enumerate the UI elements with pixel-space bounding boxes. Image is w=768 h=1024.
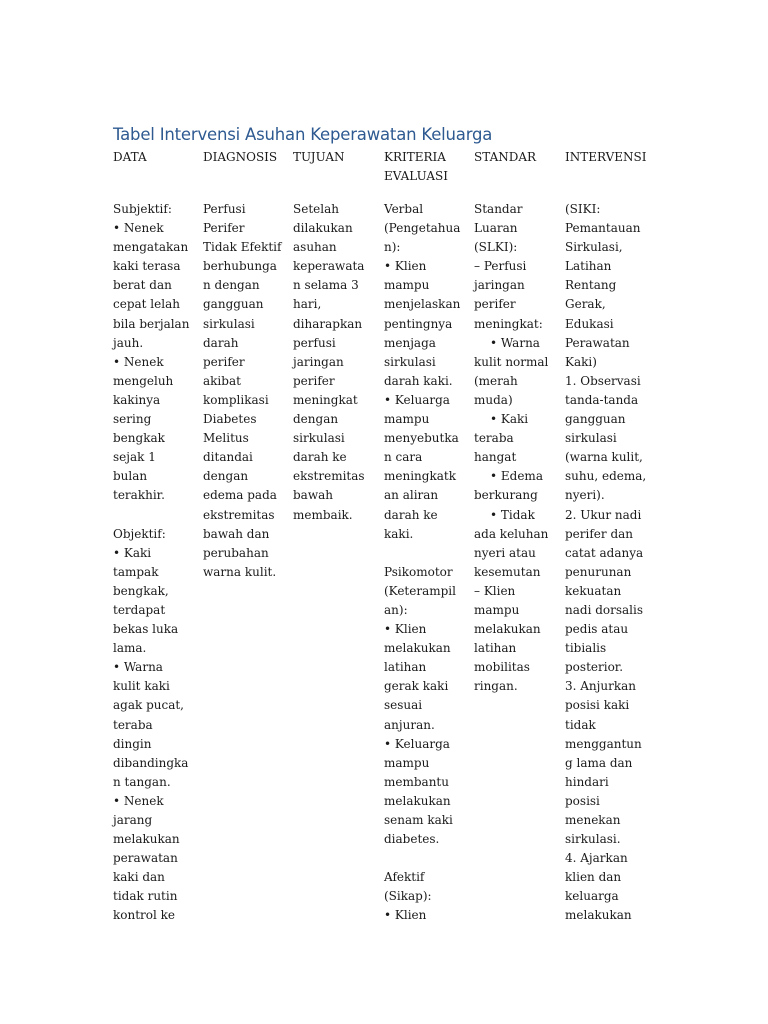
column-standar (474, 148, 560, 696)
cell-text-line: perubahan (203, 545, 269, 560)
cell-text-line: (warna kulit, (565, 450, 643, 465)
column-body (565, 200, 651, 926)
cell-text-line: keluarga (565, 889, 619, 904)
cell-text-line: Sirkulasi, (565, 240, 623, 255)
cell-text-line: n selama 3 (293, 278, 359, 293)
cell-text-line: jarang (113, 813, 153, 827)
cell-text-line: pedis atau (565, 622, 629, 637)
column-header (203, 148, 289, 200)
column-body (474, 200, 560, 696)
cell-text-line: jauh. (113, 335, 144, 350)
column-diagnosis (203, 148, 289, 582)
cell-text-line (384, 849, 470, 868)
cell-text-line: • Tidak (490, 507, 535, 522)
cell-text-line: mobilitas (474, 660, 530, 675)
cell-text-line: – Klien (474, 583, 516, 598)
column-header (565, 148, 651, 200)
cell-text-line: posisi kaki (565, 698, 630, 713)
cell-text-line: Verbal (384, 202, 424, 216)
column-header-line: INTERVENSI (565, 150, 647, 164)
cell-text-line (384, 544, 470, 563)
cell-text-line: kaki terasa (113, 259, 181, 274)
cell-text-line: kontrol ke (113, 908, 176, 923)
cell-text-line: berkurang (474, 488, 538, 503)
cell-text-line: meningkat (293, 392, 358, 407)
cell-text-line: hari, (293, 297, 322, 312)
cell-text-line: nyeri atau (474, 545, 536, 560)
cell-text-line: agak pucat, (113, 698, 184, 713)
cell-text-line: bawah (293, 488, 333, 503)
cell-text-line: sirkulasi (565, 431, 617, 446)
cell-text-line: kaki. (384, 526, 414, 541)
cell-text-line: edema pada (203, 488, 277, 503)
cell-text-line: menjaga (384, 335, 436, 350)
cell-text-line: muda) (474, 392, 513, 407)
cell-text-line: kaki dan (113, 870, 165, 885)
cell-text-line: bengkak, (113, 583, 169, 598)
cell-text-line: latihan (474, 641, 517, 656)
cell-text-line: Diabetes (203, 412, 257, 427)
cell-text-line: g lama dan (565, 755, 633, 770)
cell-text-line: (Pengetahua (384, 221, 461, 236)
cell-text-line: (Sikap): (384, 889, 432, 904)
cell-text-line: n tangan. (113, 774, 171, 789)
cell-text-line: darah ke (384, 507, 438, 522)
cell-text-line: (Keterampil (384, 583, 456, 598)
cell-text-line: perifer (293, 373, 335, 388)
cell-text-line: tidak (565, 717, 596, 732)
cell-text-line: Edukasi (565, 316, 614, 331)
cell-text-line: ada keluhan (474, 526, 549, 541)
column-data (113, 148, 199, 926)
cell-text-line: melakukan (384, 641, 451, 656)
cell-text-line: bulan (113, 469, 148, 484)
cell-text-line: melakukan (565, 908, 632, 923)
column-header-line: STANDAR (474, 150, 537, 164)
cell-text-line: jaringan (293, 354, 344, 369)
cell-text-line: • Warna (113, 660, 163, 675)
cell-text-line: menyebutka (384, 431, 459, 446)
cell-text-line: diabetes. (384, 832, 440, 847)
cell-text-line: Objektif: (113, 526, 166, 541)
cell-text-line: Kaki) (565, 354, 597, 369)
cell-text-line: terakhir. (113, 488, 165, 503)
cell-text-line: mampu (474, 602, 520, 617)
cell-text-line: • Warna (490, 335, 540, 350)
cell-text-line: 1. Observasi (565, 373, 641, 388)
column-header (474, 148, 560, 200)
cell-text-line: tanda-tanda (565, 392, 639, 407)
column-kriteria-evaluasi (384, 148, 470, 926)
cell-text-line: latihan (384, 660, 427, 675)
cell-text-line: Afektif (384, 870, 425, 885)
cell-text-line: dingin (113, 736, 152, 751)
cell-text-line: Tidak Efektif (203, 240, 282, 255)
column-header-line: EVALUASI (384, 169, 448, 184)
cell-text-line: n): (384, 240, 401, 255)
cell-text-line: • Keluarga (384, 392, 450, 407)
cell-text-line: • Kaki (113, 545, 152, 560)
cell-text-line: komplikasi (203, 392, 269, 407)
cell-text-line: posterior. (565, 660, 624, 675)
cell-text-line: bila berjalan (113, 316, 190, 331)
column-tujuan (293, 148, 379, 525)
cell-text-line: mampu (384, 278, 430, 293)
column-body (384, 200, 470, 926)
cell-text-line: cepat lelah (113, 297, 180, 312)
cell-text-line: tidak rutin (113, 889, 178, 904)
cell-text-line: (merah (474, 373, 518, 388)
cell-text-line: mampu (384, 755, 430, 770)
cell-text-line: Standar (474, 202, 523, 216)
cell-text-line: melakukan (474, 622, 541, 637)
cell-text-line: • Nenek (113, 793, 164, 808)
cell-text-line: bekas luka (113, 622, 179, 637)
cell-text-line: senam kaki (384, 813, 453, 827)
cell-text-line: kakinya (113, 392, 161, 407)
cell-text-line: catat adanya (565, 545, 644, 560)
cell-text-line: dilakukan (293, 221, 353, 236)
cell-text-line: bengkak (113, 431, 165, 446)
cell-text-line: Melitus (203, 431, 249, 446)
cell-text-line: tampak (113, 564, 159, 579)
cell-text-line: membaik. (293, 507, 353, 522)
cell-text-line: meningkatk (384, 469, 456, 484)
cell-text-line: sering (113, 412, 152, 427)
column-header (293, 148, 379, 200)
cell-text-line: lama. (113, 641, 147, 656)
cell-text-line: pentingnya (384, 316, 453, 331)
cell-text-line: kesemutan (474, 564, 541, 579)
cell-text-line: Pemantauan (565, 221, 641, 236)
cell-text-line: Psikomotor (384, 564, 453, 579)
cell-text-line: meningkat: (474, 316, 543, 331)
column-header-line: TUJUAN (293, 150, 345, 164)
cell-text-line: suhu, edema, (565, 469, 647, 484)
cell-text-line: • Kaki (490, 412, 529, 427)
cell-text-line: n cara (384, 450, 423, 465)
cell-text-line: sesuai (384, 698, 423, 713)
cell-text-line: membantu (384, 774, 449, 789)
cell-text-line: sirkulasi (384, 354, 436, 369)
column-intervensi (565, 148, 651, 926)
cell-text-line: Perfusi (203, 202, 246, 216)
cell-text-line: penurunan (565, 564, 632, 579)
cell-text-line: • Edema (490, 469, 543, 484)
column-body (113, 200, 199, 926)
cell-text-line: n dengan (203, 278, 260, 293)
column-header (113, 148, 199, 200)
cell-text-line: akibat (203, 373, 241, 388)
cell-text-line: Luaran (474, 221, 518, 236)
cell-text-line: Subjektif: (113, 202, 172, 216)
cell-text-line: hangat (474, 450, 517, 465)
cell-text-line: perifer (474, 297, 516, 312)
cell-text-line: dibandingka (113, 755, 189, 770)
cell-text-line: menggantun (565, 736, 642, 751)
column-header-line: KRITERIA (384, 150, 446, 164)
cell-text-line: dengan (293, 412, 339, 427)
cell-text-line: Perawatan (565, 335, 630, 350)
cell-text-line: kulit normal (474, 354, 549, 369)
cell-text-line: Perifer (203, 221, 245, 236)
cell-text-line: • Klien (384, 259, 427, 274)
cell-text-line: sirkulasi. (565, 832, 621, 847)
cell-text-line: klien dan (565, 870, 622, 885)
cell-text-line: keperawata (293, 259, 365, 274)
column-body (293, 200, 379, 525)
cell-text-line: • Keluarga (384, 736, 450, 751)
cell-text-line: (SIKI: (565, 202, 601, 216)
cell-text-line: gerak kaki (384, 679, 449, 694)
cell-text-line: • Nenek (113, 354, 164, 369)
cell-text-line: asuhan (293, 240, 337, 255)
cell-text-line: mengatakan (113, 240, 189, 255)
column-header-line: DATA (113, 150, 147, 164)
cell-text-line: gangguan (203, 297, 264, 312)
cell-text-line: an aliran (384, 488, 439, 503)
cell-text-line: teraba (474, 431, 514, 446)
cell-text-line: (SLKI): (474, 240, 518, 255)
cell-text-line: ringan. (474, 679, 518, 694)
cell-text-line: perawatan (113, 851, 178, 866)
table-title: Tabel Intervensi Asuhan Keperawatan Keluarga (113, 125, 493, 144)
cell-text-line: Gerak, (565, 297, 606, 312)
cell-text-line: terdapat (113, 602, 166, 617)
cell-text-line: ditandai (203, 450, 253, 465)
cell-text-line: melakukan (384, 793, 451, 808)
cell-text-line (113, 506, 199, 525)
cell-text-line: anjuran. (384, 717, 435, 732)
cell-text-line: darah (203, 335, 239, 350)
cell-text-line: dengan (203, 469, 249, 484)
cell-text-line: nadi dorsalis (565, 602, 644, 617)
cell-text-line: perfusi (293, 335, 336, 350)
cell-text-line: • Klien (384, 622, 427, 637)
cell-text-line: • Nenek (113, 221, 164, 236)
cell-text-line: bawah dan (203, 526, 270, 541)
cell-text-line: Latihan (565, 259, 612, 274)
cell-text-line: an): (384, 602, 408, 617)
cell-text-line: 3. Anjurkan (565, 679, 636, 694)
cell-text-line: berat dan (113, 278, 172, 293)
column-body (203, 200, 289, 582)
column-header (384, 148, 470, 200)
cell-text-line: menjelaskan (384, 297, 461, 312)
cell-text-line: sejak 1 (113, 450, 156, 465)
cell-text-line: Rentang (565, 278, 617, 293)
cell-text-line: ekstremitas (203, 507, 275, 522)
column-header-line: DIAGNOSIS (203, 150, 278, 164)
cell-text-line: tibialis (565, 641, 607, 656)
cell-text-line: hindari (565, 774, 609, 789)
cell-text-line: • Klien (384, 908, 427, 923)
cell-text-line: perifer dan (565, 526, 634, 541)
cell-text-line: darah kaki. (384, 373, 453, 388)
cell-text-line: perifer (203, 354, 245, 369)
cell-text-line: 4. Ajarkan (565, 851, 628, 866)
cell-text-line: mengeluh (113, 373, 174, 388)
cell-text-line: mampu (384, 412, 430, 427)
cell-text-line: nyeri). (565, 488, 605, 503)
cell-text-line: kekuatan (565, 583, 622, 598)
cell-text-line: sirkulasi (203, 316, 255, 331)
cell-text-line: sirkulasi (293, 431, 345, 446)
cell-text-line: jaringan (474, 278, 525, 293)
cell-text-line: posisi (565, 793, 600, 808)
cell-text-line: 2. Ukur nadi (565, 507, 642, 522)
cell-text-line: Setelah (293, 202, 339, 216)
cell-text-line: warna kulit. (203, 564, 277, 579)
cell-text-line: ekstremitas (293, 469, 365, 484)
cell-text-line: gangguan (565, 412, 626, 427)
cell-text-line: – Perfusi (474, 259, 527, 274)
cell-text-line: menekan (565, 813, 621, 827)
cell-text-line: darah ke (293, 450, 347, 465)
cell-text-line: teraba (113, 717, 153, 732)
cell-text-line: diharapkan (293, 316, 363, 331)
cell-text-line: melakukan (113, 832, 180, 847)
cell-text-line: kulit kaki (113, 679, 170, 694)
cell-text-line: berhubunga (203, 259, 277, 274)
